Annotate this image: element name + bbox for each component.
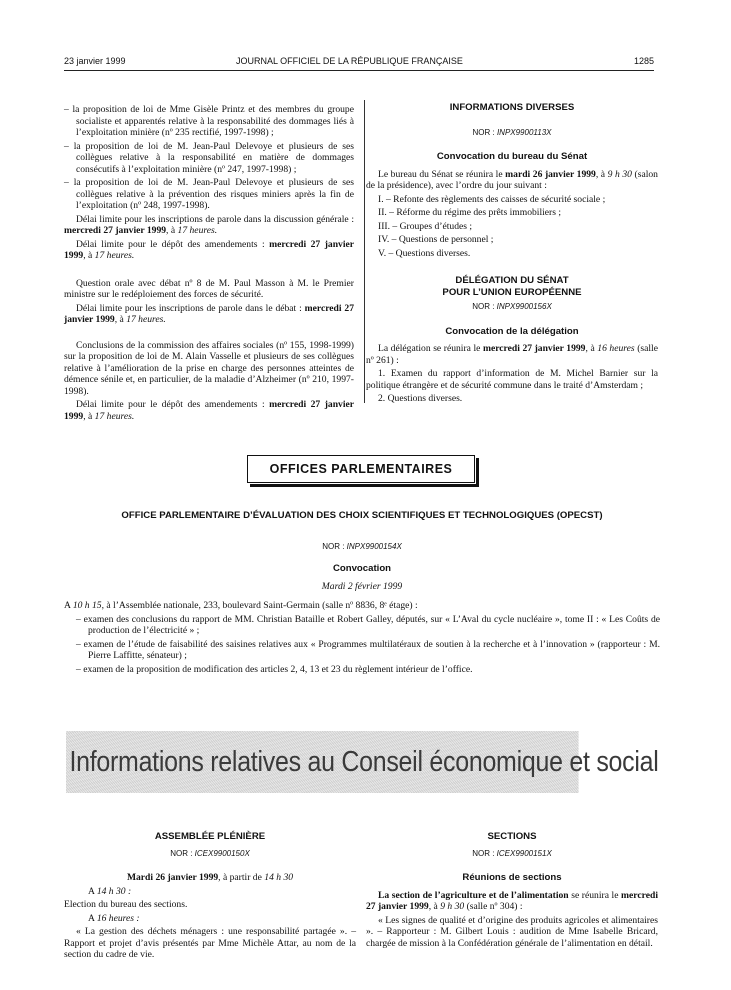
right-column-top	[366, 102, 658, 407]
column-divider	[364, 100, 365, 403]
list-item: – examen des conclusions du rapport de MM. Christian Bataille et Robert Galley, députés, sur « L’Aval du cycle nucléaire », tome II : « Les Coûts de production de l’électricité » ;	[76, 613, 660, 637]
header-journal: JOURNAL OFFICIEL DE LA RÉPUBLIQUE FRANÇAISE	[236, 56, 463, 66]
convocation-paragraph: La délégation se réunira le mercredi 27 janvier 1999, à 16 heures (salle nº 261) :	[366, 343, 658, 366]
agenda-item: IV. – Questions de personnel ;	[378, 234, 494, 246]
question-paragraph: Question orale avec débat nº 8 de M. Paul Masson à M. le Premier ministre sur le redéploiement des forces de sécurité.	[64, 277, 354, 300]
subsection-title: Réunions de sections	[462, 872, 562, 884]
time-slot: A 14 h 30 :	[88, 885, 132, 897]
section-title: INFORMATIONS DIVERSES	[449, 102, 575, 113]
agenda-item: 2. Questions diverses.	[378, 393, 463, 405]
deadline-paragraph: Délai limite pour le dépôt des amendements : mercredi 27 janvier 1999, à 17 heures.	[64, 399, 355, 422]
agenda-item: « Les signes de qualité et d’origine des produits agricoles et alimentaires ». – Rapporteur : M. Gilbert Louis : audition de Mme Isabelle Bricard, chargée de mission à la Confédération générale de l’alimentation en détail.	[366, 914, 658, 949]
section-title-line: DÉLÉGATION DU SÉNAT	[455, 275, 569, 287]
agenda-item: 1. Examen du rapport d’information de M. Michel Barnier sur la politique étrangère et de sécurité commune dans le traité d’Amsterdam ;	[366, 368, 658, 391]
header-page-number: 1285	[633, 56, 654, 66]
section-title: SECTIONS	[487, 831, 537, 842]
meeting-date: Mardi 26 janvier 1999, à partir de 14 h 30	[126, 872, 294, 884]
office-title: OFFICE PARLEMENTAIRE D’ÉVALUATION DES CHOIX SCIENTIFIQUES ET TECHNOLOGIQUES (OPECST)	[121, 510, 603, 521]
offices-section	[64, 510, 660, 677]
running-header	[64, 56, 654, 71]
section-title: ASSEMBLÉE PLÉNIÈRE	[154, 831, 266, 842]
section-title-line: POUR L’UNION EUROPÉENNE	[442, 286, 582, 298]
list-item: – la proposition de loi de M. Jean-Paul Delevoye et plusieurs de ses collègues relative à la prévention des risques miniers après la fin de l’exploitation (nº 248, 1997-1998).	[64, 177, 354, 211]
agenda-item: I. – Refonte des règlements des caisses de sécurité sociale ;	[378, 193, 606, 205]
agenda-item: II. – Réforme du régime des prêts immobiliers ;	[378, 207, 562, 219]
convocation-paragraph: Le bureau du Sénat se réunira le mardi 26 janvier 1999, à 9 h 30 (salon de la présidence), avec l’ordre du jour suivant :	[366, 168, 658, 192]
meeting-intro: A 10 h 15, à l’Assemblée nationale, 233, boulevard Saint-Germain (salle nº 8836, 8ᵉ étage) :	[64, 600, 418, 612]
nor-reference: NOR : INPX9900154X	[322, 541, 402, 551]
subsection-title: Convocation du bureau du Sénat	[436, 151, 588, 163]
list-item: – examen de l’étude de faisabilité des saisines relatives aux « Programmes multilatéraux de soutien à la recherche et à l’innovation » (rapporteur : M. Pierre Laffitte, sénateur) ;	[76, 638, 660, 662]
subsection-title: Convocation de la délégation	[445, 325, 579, 337]
meeting-date: Mardi 2 février 1999	[321, 580, 403, 592]
offices-heading-box: OFFICES PARLEMENTAIRES	[247, 455, 475, 483]
left-column-top	[64, 104, 354, 424]
convocation-paragraph: La section de l’agriculture et de l’alimentation se réunira le mercredi 27 janvier 1999, à 9 h 30 (salle nº 304) :	[366, 889, 658, 913]
list-item: – la proposition de loi de M. Jean-Paul Delevoye et plusieurs de ses collègues relative à la responsabilité en matière de dommages consécutifs à l’exploitation minière (nº 247, 1997-1998) ;	[64, 140, 354, 175]
ces-banner: Informations relatives au Conseil économique et social	[66, 731, 579, 793]
agenda-item: V. – Questions diverses.	[378, 247, 471, 259]
agenda-item: « La gestion des déchets ménagers : une responsabilité partagée ». – Rapport et projet d’avis présentés par Mme Michèle Attar, au nom de la section du cadre de vie.	[64, 926, 356, 961]
subsection-title: Convocation	[332, 563, 392, 575]
conclusions-paragraph: Conclusions de la commission des affaires sociales (nº 155, 1998-1999) sur la proposition de loi de M. Alain Vasselle et plusieurs de ses collègues relative à l’amélioration de la prise en charge des personnes atteintes de démence sénile et, en particulier, de la maladie d’Alzheimer (nº 210, 1997-1998).	[64, 339, 354, 397]
deadline-paragraph: Délai limite pour les inscriptions de parole dans le débat : mercredi 27 janvier 1999, à 17 heures.	[64, 302, 354, 325]
bottom-left-column	[64, 831, 356, 963]
nor-reference: NOR : INPX9900113X	[472, 127, 552, 137]
header-date: 23 janvier 1999	[64, 56, 126, 66]
nor-reference: NOR : ICEX9900150X	[170, 848, 250, 858]
list-item: – examen de la proposition de modification des articles 2, 4, 13 et 23 du règlement intérieur de l’office.	[76, 663, 473, 675]
nor-reference: NOR : INPX9900156X	[472, 302, 552, 312]
time-slot: A 16 heures :	[88, 912, 140, 924]
agenda-item: III. – Groupes d’études ;	[378, 220, 473, 232]
agenda-item: Election du bureau des sections.	[64, 899, 188, 911]
deadline-paragraph: Délai limite pour le dépôt des amendements : mercredi 27 janvier 1999, à 17 heures.	[64, 238, 355, 261]
list-item: – la proposition de loi de Mme Gisèle Printz et des membres du groupe socialiste et apparentés relative à la responsabilité des dommages liés à l’exploitation minière (nº 235 rectifié, 1997-1998) ;	[64, 104, 354, 138]
nor-reference: NOR : ICEX9900151X	[472, 848, 552, 858]
bottom-right-column	[366, 831, 658, 951]
deadline-paragraph: Délai limite pour les inscriptions de parole dans la discussion générale : mercredi 27 janvier 1999, à 17 heures.	[64, 213, 354, 236]
